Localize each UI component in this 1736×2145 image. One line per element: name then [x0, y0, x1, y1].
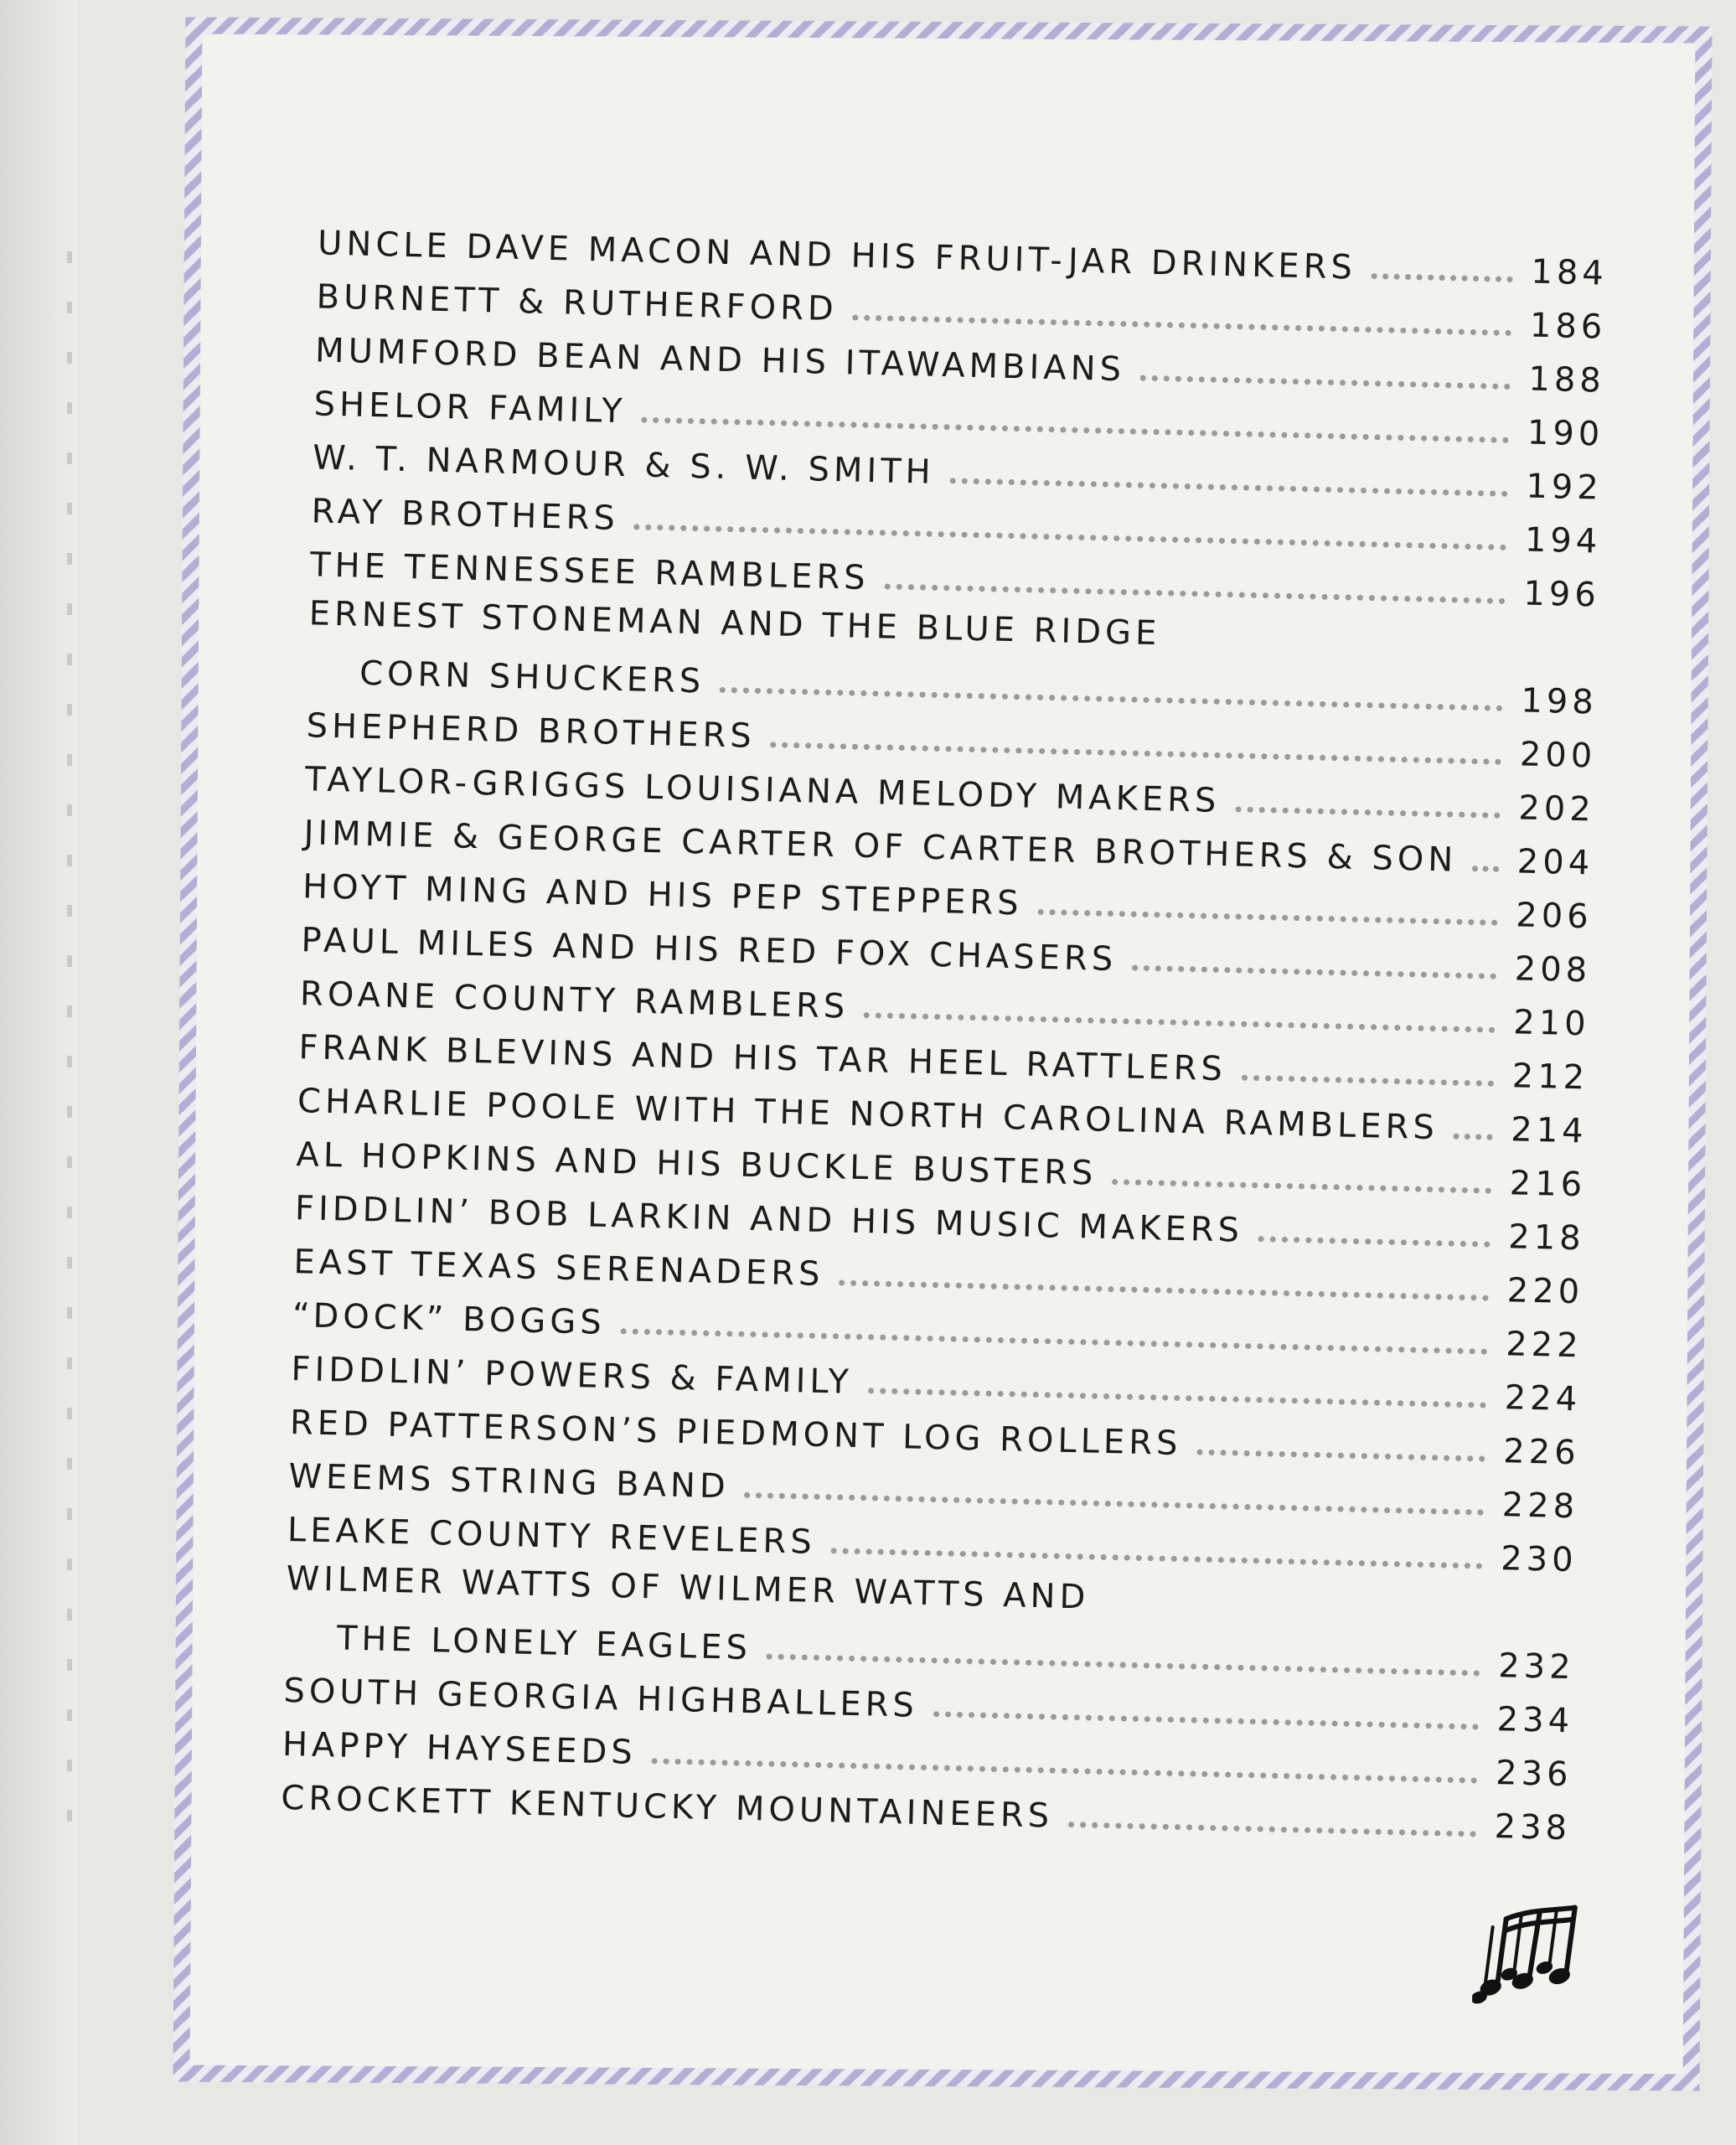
- toc-entry-title: FIDDLIN’ POWERS & FAMILY: [291, 1350, 854, 1402]
- toc-entry-page: 224: [1504, 1378, 1582, 1419]
- toc-entry-title: RED PATTERSON’S PIEDMONT LOG ROLLERS: [289, 1403, 1182, 1464]
- toc-entry-page: 236: [1495, 1754, 1573, 1795]
- dot-leader: [1453, 1134, 1492, 1140]
- page: [190, 34, 1696, 2075]
- toc-entry-page: 208: [1514, 949, 1592, 990]
- toc-entry-title: WILMER WATTS OF WILMER WATTS AND: [286, 1558, 1090, 1617]
- dot-leader: [1235, 806, 1501, 818]
- toc-entry-page: 234: [1496, 1700, 1574, 1741]
- toc-entry-title: SHEPHERD BROTHERS: [306, 706, 757, 756]
- table-of-contents: [281, 210, 1609, 1849]
- dot-leader: [1112, 1179, 1491, 1194]
- toc-entry-page: 184: [1530, 252, 1609, 293]
- toc-entry-title: RAY BROTHERS: [311, 492, 620, 538]
- toc-entry-page: 228: [1501, 1486, 1579, 1527]
- toc-entry-title: HOYT MING AND HIS PEP STEPPERS: [302, 867, 1024, 923]
- toc-entry-title-continued: THE LONELY EAGLES: [336, 1619, 752, 1668]
- toc-entry-title: PAUL MILES AND HIS RED FOX CHASERS: [301, 921, 1118, 979]
- dot-leader: [1140, 375, 1511, 390]
- dot-leader: [1258, 1236, 1491, 1248]
- toc-entry-title: SHELOR FAMILY: [313, 385, 628, 432]
- toc-entry-page: 204: [1516, 842, 1594, 883]
- toc-entry-page: 218: [1507, 1217, 1586, 1259]
- toc-entry-title: JIMMIE & GEORGE CARTER OF CARTER BROTHERS & SON: [303, 814, 1458, 880]
- toc-entry-page: 214: [1510, 1110, 1589, 1151]
- toc-entry-title: ROANE COUNTY RAMBLERS: [299, 974, 850, 1026]
- toc-entry-page: 220: [1506, 1271, 1584, 1312]
- toc-entry-title: SOUTH GEORGIA HIGHBALLERS: [282, 1671, 919, 1725]
- dot-leader: [933, 1711, 1479, 1729]
- toc-entry-title: ERNEST STONEMAN AND THE BLUE RIDGE: [308, 594, 1161, 654]
- toc-entry-page: 206: [1515, 896, 1594, 937]
- dot-leader: [1037, 909, 1497, 926]
- toc-entry-page: 196: [1522, 574, 1601, 615]
- toc-entry-title: FRANK BLEVINS AND HIS TAR HEEL RATTLERS: [298, 1028, 1227, 1089]
- toc-entry-title: W. T. NARMOUR & S. W. SMITH: [312, 438, 936, 492]
- toc-entry-page: 212: [1511, 1057, 1589, 1098]
- toc-entry-title: TAYLOR-GRIGGS LOUISIANA MELODY MAKERS: [304, 760, 1221, 820]
- dot-leader: [1196, 1450, 1485, 1462]
- toc-entry-title: AL HOPKINS AND HIS BUCKLE BUSTERS: [296, 1135, 1098, 1193]
- dot-leader: [1068, 1822, 1476, 1837]
- dot-leader: [1132, 965, 1496, 979]
- toc-entry-title: CROCKETT KENTUCKY MOUNTAINEERS: [280, 1778, 1054, 1836]
- toc-entry-page: 222: [1505, 1325, 1584, 1366]
- toc-entry-page: 232: [1497, 1646, 1576, 1688]
- dot-leader: [1371, 273, 1512, 282]
- toc-entry-title: UNCLE DAVE MACON AND HIS FRUIT-JAR DRINKERS: [317, 224, 1357, 287]
- toc-entry-page: 192: [1525, 467, 1604, 508]
- facing-page-margin: [0, 0, 77, 2145]
- toc-entry-page: 186: [1529, 306, 1607, 347]
- toc-entry-title: HAPPY HAYSEEDS: [282, 1724, 638, 1772]
- toc-entry-page: 202: [1517, 788, 1596, 830]
- binding-stitches: [67, 251, 72, 1843]
- music-notes-icon: [1472, 1894, 1599, 2020]
- toc-entry-title: FIDDLIN’ BOB LARKIN AND HIS MUSIC MAKERS: [294, 1189, 1244, 1250]
- toc-entry-page: 188: [1527, 359, 1606, 401]
- dot-leader: [1472, 866, 1499, 872]
- toc-entry-title: LEAKE COUNTY REVELERS: [287, 1511, 817, 1562]
- toc-entry-page: 198: [1520, 681, 1599, 722]
- toc-entry-title: BURNETT & RUTHERFORD: [316, 277, 839, 329]
- toc-entry-title: “DOCK” BOGGS: [292, 1296, 607, 1342]
- toc-entry-page: 230: [1500, 1539, 1578, 1580]
- dot-leader: [949, 478, 1507, 497]
- toc-entry-page: 210: [1512, 1003, 1591, 1044]
- toc-entry-page: 200: [1519, 735, 1597, 776]
- toc-entry-page: 216: [1509, 1164, 1587, 1205]
- toc-entry-page: 226: [1502, 1432, 1581, 1473]
- toc-entry-title-continued: CORN SHUCKERS: [359, 654, 705, 701]
- toc-entry-title: WEEMS STRING BAND: [287, 1457, 731, 1507]
- toc-entry-title: THE TENNESSEE RAMBLERS: [309, 545, 871, 598]
- toc-entry-title: EAST TEXAS SERENADERS: [293, 1243, 824, 1294]
- toc-entry-title: MUMFORD BEAN AND HIS ITAWAMBIANS: [314, 331, 1126, 390]
- toc-entry-page: 238: [1494, 1807, 1572, 1848]
- toc-entry-page: 194: [1524, 520, 1602, 561]
- toc-entry-page: 190: [1527, 413, 1604, 454]
- decorative-border: [173, 17, 1712, 2091]
- dot-leader: [1242, 1075, 1495, 1087]
- toc-entry-title: CHARLIE POOLE WITH THE NORTH CAROLINA RAMBLERS: [297, 1082, 1439, 1148]
